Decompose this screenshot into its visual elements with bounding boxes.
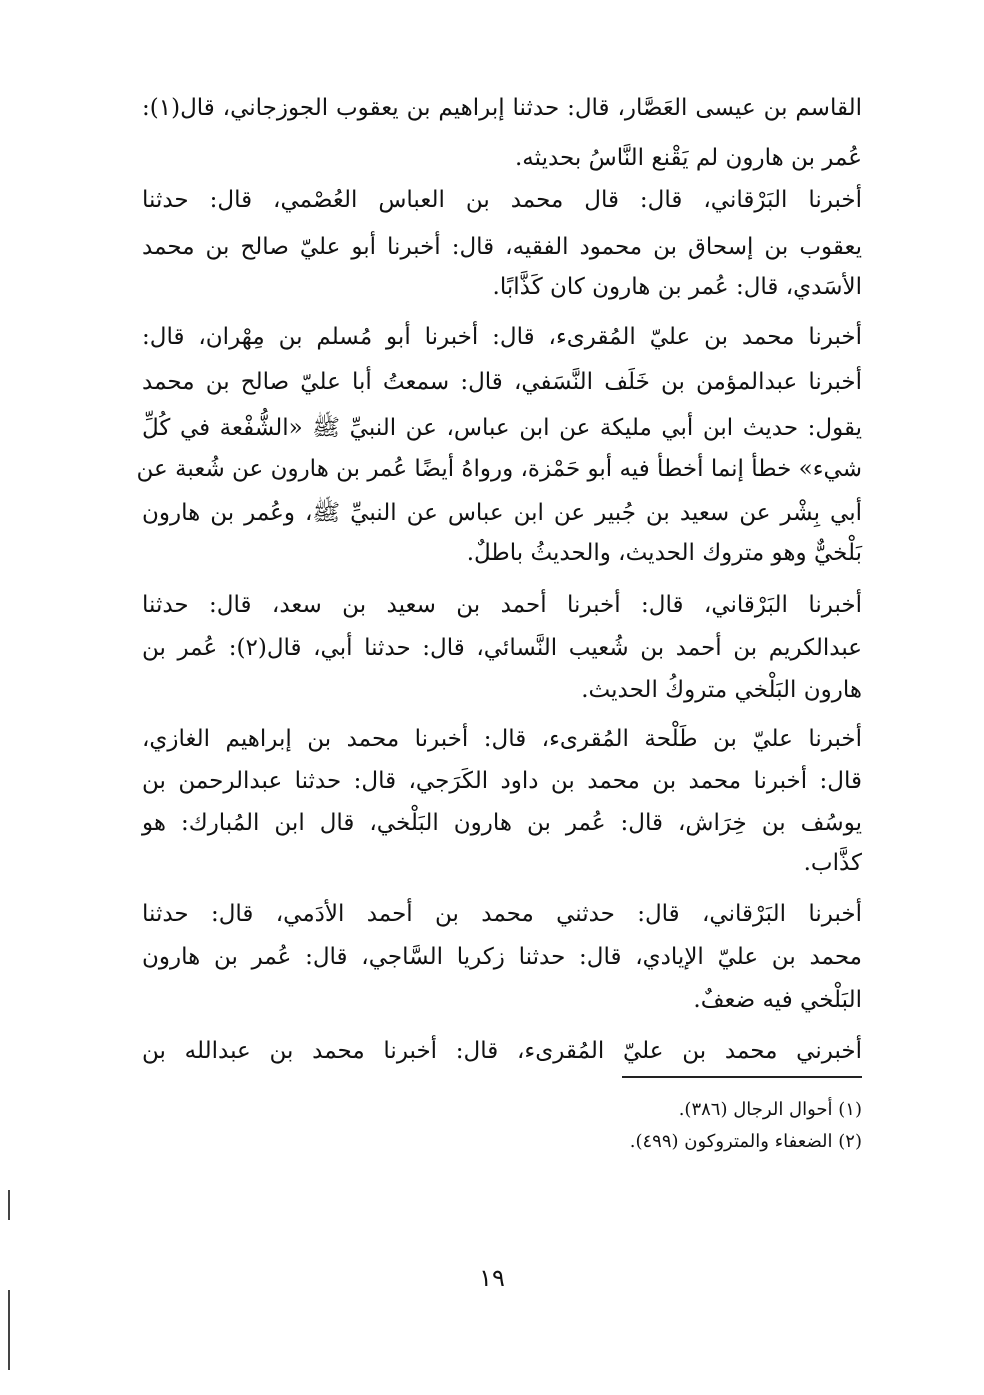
text-line: هارون البَلْخي متروكُ الحديث. (581, 677, 862, 703)
text-line: عُمر بن هارون لم يَقْنع النَّاسُ بحديثه. (515, 145, 862, 171)
text-line: محمد بن عليّ الإيادي، قال: حدثنا زكريا السَّاجي، قال: عُمر بن هارون (142, 944, 862, 970)
text-line: أخبرنا البَرْقاني، قال: أخبرنا أحمد بن سعيد بن سعد، قال: حدثنا (142, 592, 862, 618)
text-line: أخبرنا البَرْقاني، قال: حدثني محمد بن أحمد الأدَمي، قال: حدثنا (142, 901, 862, 927)
text-line: البَلْخي فيه ضعفٌ. (693, 987, 862, 1013)
text-line: أخبرنا البَرْقاني، قال: قال محمد بن العباس العُصْمي، قال: حدثنا (142, 187, 862, 213)
footnote-1: (١) أحوال الرجال (٣٨٦). (678, 1099, 862, 1120)
scan-edge-mark (8, 1190, 10, 1220)
scan-edge-mark (8, 1290, 10, 1370)
footnote-2: (٢) الضعفاء والمتروكون (٤٩٩). (629, 1131, 862, 1152)
text-line: بَلْخيٌّ وهو متروك الحديث، والحديثُ باطلٌ. (466, 540, 862, 566)
text-line: أخبرني محمد بن عليّ المُقرىء، قال: أخبرنا محمد بن عبدالله بن (142, 1038, 862, 1064)
page-number: ١٩ (479, 1264, 505, 1292)
text-line: أخبرنا محمد بن عليّ المُقرىء، قال: أخبرنا أبو مُسلم بن مِهْران، قال: (142, 324, 862, 350)
text-line: القاسم بن عيسى العَصَّار، قال: حدثنا إبراهيم بن يعقوب الجوزجاني، قال(١): (142, 95, 862, 121)
footnote-divider (622, 1076, 862, 1078)
text-line: أبي بِشْر عن سعيد بن جُبير عن ابن عباس عن النبيِّ ﷺ، وعُمر بن هارون (142, 500, 862, 526)
text-line: يقول: حديث ابن أبي مليكة عن ابن عباس، عن النبيِّ ﷺ «الشُّفْعة في كُلِّ (142, 415, 862, 441)
text-line: أخبرنا عبدالمؤمن بن خَلَف النَّسَفي، قال: سمعتُ أبا عليّ صالح بن محمد (142, 369, 862, 395)
text-line: الأسَدي، قال: عُمر بن هارون كان كَذَّابًا. (492, 274, 862, 300)
text-line: قال: أخبرنا محمد بن محمد بن داود الكَرَجي، قال: حدثنا عبدالرحمن بن (142, 768, 862, 794)
text-line: يوسُف بن خِرَاش، قال: عُمر بن هارون البَلْخي، قال ابن المُبارك: هو (142, 810, 862, 836)
text-line: كذَّاب. (803, 850, 862, 876)
text-line: يعقوب بن إسحاق بن محمود الفقيه، قال: أخبرنا أبو عليّ صالح بن محمد (142, 234, 862, 260)
text-line: شيء» خطأ إنما أخطأ فيه أبو حَمْزة، ورواهُ أيضًا عُمر بن هارون عن شُعبة عن (136, 456, 862, 482)
text-line: عبدالكريم بن أحمد بن شُعيب النَّسائي، قال: حدثنا أبي، قال(٢): عُمر بن (142, 635, 862, 661)
text-line: أخبرنا عليّ بن طَلْحة المُقرىء، قال: أخبرنا محمد بن إبراهيم الغازي، (142, 726, 862, 752)
